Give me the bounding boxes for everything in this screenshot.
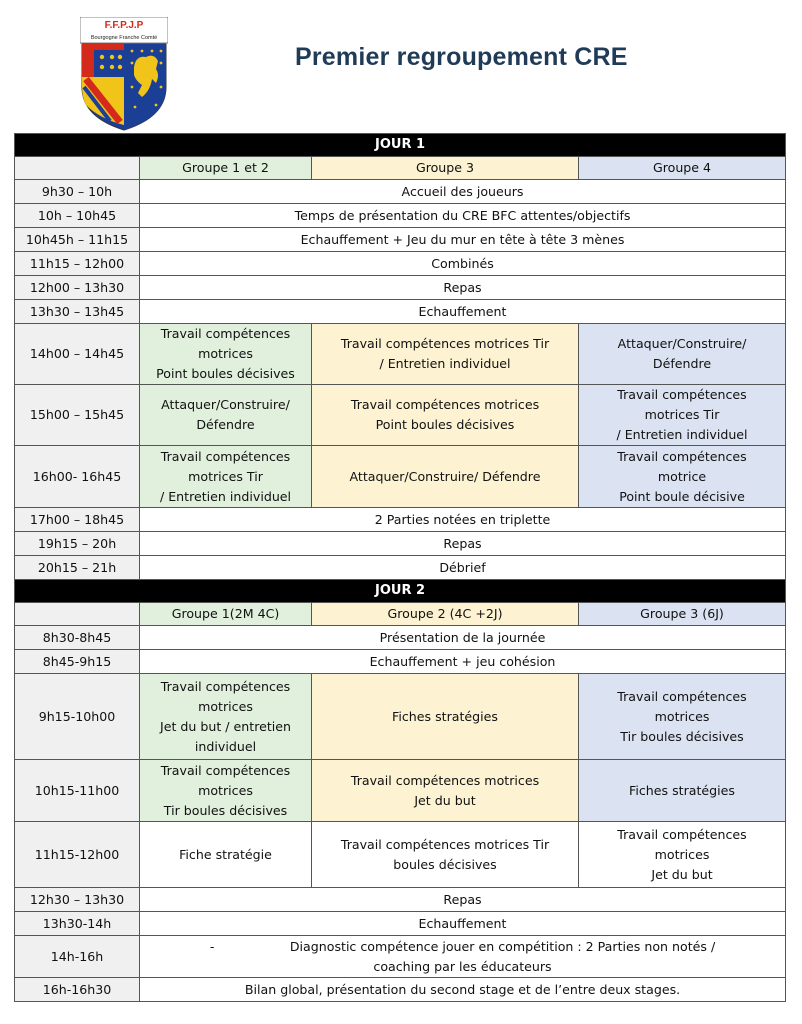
cell-text-line: Travail compétences motrices Tir	[340, 336, 550, 351]
time-cell: 12h00 – 13h30	[15, 276, 140, 300]
schedule-row	[15, 626, 786, 650]
time-cell: 16h00- 16h45	[15, 446, 140, 508]
cell-text-line: Fiche stratégie	[179, 846, 272, 862]
activity-cell	[579, 674, 786, 760]
cell-text-line: motrices Tir	[644, 407, 720, 422]
activity-cell: Débrief	[140, 556, 786, 580]
cell-text-line: Travail compétences	[617, 688, 747, 704]
cell-text-line: Tir boules décisives	[620, 728, 744, 744]
activity-cell	[140, 446, 312, 508]
cell-text-line: motrices	[198, 782, 253, 798]
cell-text-line: Travail compétences motrices Tir	[340, 836, 550, 852]
cell-text-line: Travail compétences	[617, 826, 747, 842]
cell-text-line: motrices	[654, 846, 710, 862]
schedule-row	[15, 822, 786, 888]
cell-text-line: Jet du but	[651, 866, 713, 882]
time-cell: 20h15 – 21h	[15, 556, 140, 580]
schedule-row	[15, 204, 786, 228]
cell-text-line: Travail compétences	[160, 326, 291, 341]
day2-header: JOUR 2	[15, 580, 786, 603]
cell-text-line: Travail compétences motrices	[350, 397, 540, 412]
cell-text-line: Défendre	[196, 417, 255, 432]
cell-text-line: / Entretien individuel	[379, 356, 511, 371]
ffpjp-shield-logo	[80, 17, 168, 131]
page-header	[0, 0, 802, 132]
activity-cell: Echauffement + Jeu du mur en tête à tête 3 mènes	[140, 228, 786, 252]
svg-text:Bourgogne Franche Comté: Bourgogne Franche Comté	[90, 35, 158, 41]
time-cell: 10h45h – 11h15	[15, 228, 140, 252]
time-cell: 16h-16h30	[15, 978, 140, 1002]
activity-cell: Repas	[140, 532, 786, 556]
activity-cell	[579, 446, 786, 508]
time-cell: 14h00 – 14h45	[15, 324, 140, 385]
cell-text-line: / Entretien individuel	[616, 427, 748, 442]
schedule-row	[15, 324, 786, 385]
time-cell: 9h30 – 10h	[15, 180, 140, 204]
activity-cell	[140, 760, 312, 822]
activity-cell	[312, 446, 579, 508]
schedule-row	[15, 532, 786, 556]
schedule-row	[15, 760, 786, 822]
cell-text-line: Point boules décisives	[375, 417, 515, 432]
group-header: Groupe 4	[579, 157, 786, 180]
cell-text-line: Diagnostic compétence jouer en compétition : 2 Parties non notés /	[289, 938, 716, 954]
svg-text:F.F.P.J.P: F.F.P.J.P	[104, 20, 144, 31]
activity-cell: Echauffement + jeu cohésion	[140, 650, 786, 674]
activity-cell	[140, 822, 312, 888]
day1-groups-row	[15, 157, 786, 180]
schedule-row	[15, 650, 786, 674]
activity-cell: Combinés	[140, 252, 786, 276]
cell-text-line: motrices	[654, 708, 710, 724]
cell-text-line: Jet du but	[414, 792, 476, 808]
cell-text-line: Tir boules décisives	[163, 802, 288, 818]
group-header: Groupe 1(2M 4C)	[140, 603, 312, 626]
activity-cell	[579, 760, 786, 822]
cell-text-line: boules décisives	[393, 856, 497, 872]
activity-cell: Accueil des joueurs	[140, 180, 786, 204]
activity-cell	[140, 936, 786, 978]
activity-cell: Bilan global, présentation du second stage et de l’entre deux stages.	[140, 978, 786, 1002]
cell-text-line: Travail compétences motrices	[350, 772, 540, 788]
activity-cell	[579, 822, 786, 888]
schedule-row	[15, 180, 786, 204]
activity-cell	[312, 324, 579, 385]
schedule-row	[15, 300, 786, 324]
time-cell: 13h30 – 13h45	[15, 300, 140, 324]
time-cell: 13h30-14h	[15, 912, 140, 936]
cell-text-line: Travail compétences	[160, 762, 291, 778]
schedule-row	[15, 276, 786, 300]
cell-text-line: Attaquer/Construire/ Défendre	[349, 468, 541, 484]
schedule-row	[15, 556, 786, 580]
group-header: Groupe 3	[312, 157, 579, 180]
activity-cell	[312, 760, 579, 822]
group-header: Groupe 2 (4C +2J)	[312, 603, 579, 626]
activity-cell	[312, 674, 579, 760]
cell-text-line: Défendre	[652, 356, 712, 371]
cell-text-line: Travail compétences	[160, 678, 291, 694]
activity-cell: Echauffement	[140, 300, 786, 324]
schedule-row	[15, 978, 786, 1002]
time-cell: 12h30 – 13h30	[15, 888, 140, 912]
page-title: Premier regroupement CRE	[295, 43, 628, 71]
schedule-row	[15, 228, 786, 252]
schedule-row	[15, 912, 786, 936]
activity-cell	[312, 822, 579, 888]
activity-cell: Repas	[140, 276, 786, 300]
time-cell: 8h45-9h15	[15, 650, 140, 674]
activity-cell: Echauffement	[140, 912, 786, 936]
time-cell: 11h15-12h00	[15, 822, 140, 888]
day2-groups-row	[15, 603, 786, 626]
cell-text-line: motrices	[198, 346, 253, 361]
schedule-row	[15, 888, 786, 912]
time-cell: 14h-16h	[15, 936, 140, 978]
cell-text-line: motrices Tir	[188, 468, 263, 484]
activity-cell: Repas	[140, 888, 786, 912]
cell-text-line: Travail compétences	[617, 387, 747, 402]
time-cell: 9h15-10h00	[15, 674, 140, 760]
activity-cell	[579, 385, 786, 446]
schedule-row	[15, 674, 786, 760]
schedule-row	[15, 385, 786, 446]
time-cell: 15h00 – 15h45	[15, 385, 140, 446]
cell-text-line: Point boule décisive	[619, 488, 745, 504]
time-cell: 19h15 – 20h	[15, 532, 140, 556]
activity-cell: 2 Parties notées en triplette	[140, 508, 786, 532]
time-cell: 10h15-11h00	[15, 760, 140, 822]
time-cell: 11h15 – 12h00	[15, 252, 140, 276]
activity-cell	[140, 674, 312, 760]
activity-cell: Présentation de la journée	[140, 626, 786, 650]
cell-text-line: Attaquer/Construire/	[161, 397, 290, 412]
activity-cell: Temps de présentation du CRE BFC attentes/objectifs	[140, 204, 786, 228]
list-dash: -	[209, 938, 215, 954]
activity-cell	[579, 324, 786, 385]
cell-text-line: individuel	[194, 738, 257, 754]
schedule-row	[15, 508, 786, 532]
activity-cell	[312, 385, 579, 446]
cell-text-line: / Entretien individuel	[159, 488, 292, 504]
schedule-table	[14, 133, 786, 1002]
group-header: Groupe 1 et 2	[140, 157, 312, 180]
cell-text-line: Point boules décisives	[156, 366, 295, 381]
cell-text-line: Fiches stratégies	[392, 708, 498, 724]
cell-text-line: Jet du but / entretien	[159, 718, 292, 734]
activity-cell	[140, 324, 312, 385]
cell-text-line: motrices	[198, 698, 253, 714]
group-header: Groupe 3 (6J)	[579, 603, 786, 626]
cell-text-line: Attaquer/Construire/	[617, 336, 747, 351]
cell-text-line: Fiches stratégies	[629, 782, 735, 798]
time-cell: 8h30-8h45	[15, 626, 140, 650]
cell-text-line: Travail compétences	[617, 448, 747, 464]
schedule-row	[15, 446, 786, 508]
schedule-row	[15, 252, 786, 276]
time-cell: 17h00 – 18h45	[15, 508, 140, 532]
day1-header: JOUR 1	[15, 134, 786, 157]
schedule-row	[15, 936, 786, 978]
cell-text-line: coaching par les éducateurs	[373, 958, 552, 974]
activity-cell	[140, 385, 312, 446]
cell-text-line: Travail compétences	[160, 448, 291, 464]
time-cell: 10h – 10h45	[15, 204, 140, 228]
cell-text-line: motrice	[657, 468, 707, 484]
